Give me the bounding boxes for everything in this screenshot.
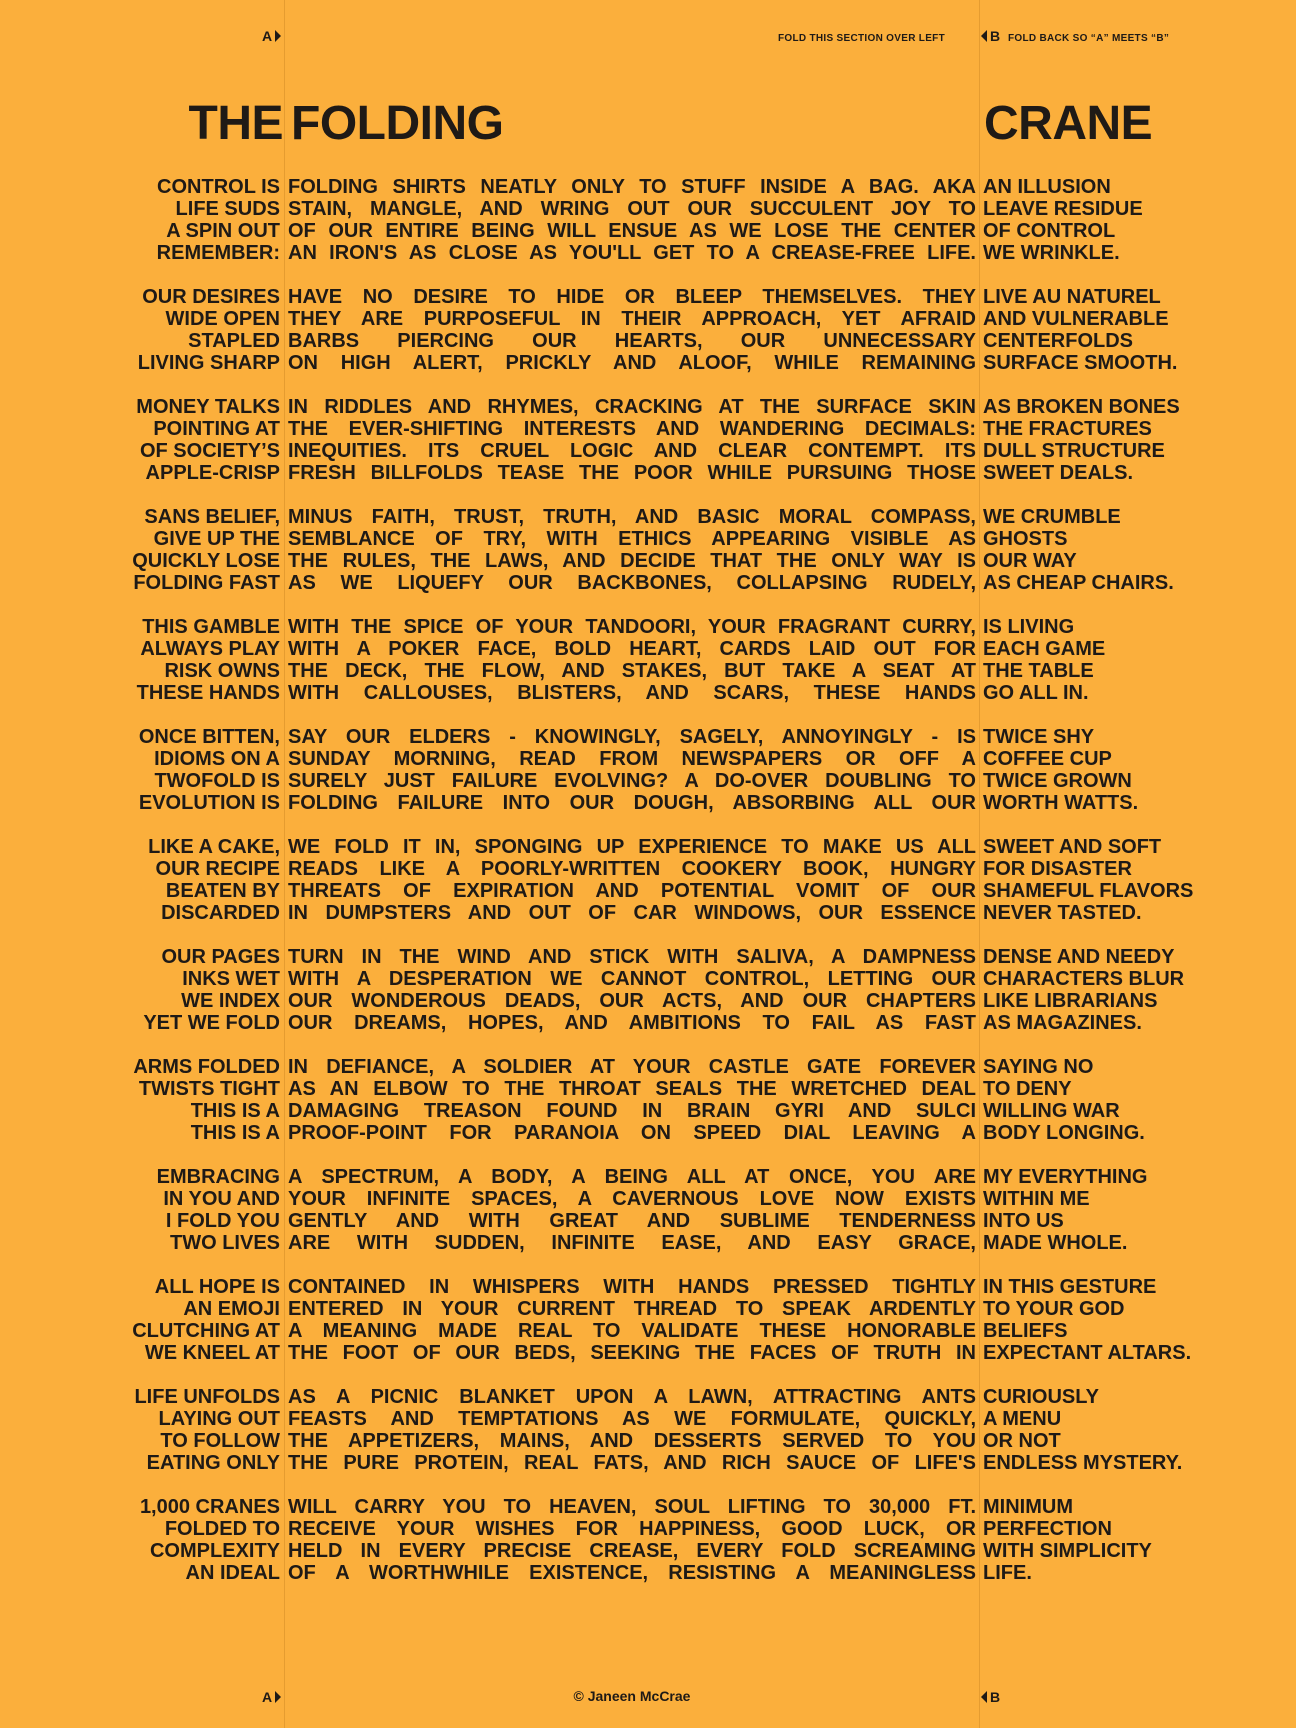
right-line: TWICE SHY [983, 726, 1095, 748]
left-stanza [100, 1276, 280, 1364]
left-line: AN IDEAL [185, 1562, 280, 1584]
middle-line: RECEIVE YOUR WISHES FOR HAPPINESS, GOOD LUCK, OR [288, 1518, 976, 1540]
fold-back-instruction: FOLD BACK SO “A” MEETS “B” [1008, 33, 1170, 44]
middle-stanza [288, 1166, 976, 1254]
middle-line: BARBS PIERCING OUR HEARTS, OUR UNNECESSARY [288, 330, 976, 352]
right-stanza [983, 506, 1283, 594]
left-line: CONTROL IS [157, 176, 280, 198]
left-line: DISCARDED [161, 902, 280, 924]
left-line: FOLDED TO [164, 1518, 280, 1540]
right-line: WE CRUMBLE [983, 506, 1121, 528]
left-stanza [100, 1166, 280, 1254]
middle-line: AS WE LIQUEFY OUR BACKBONES, COLLAPSING RUDELY, [288, 572, 976, 594]
middle-line: CONTAINED IN WHISPERS WITH HANDS PRESSED TIGHTLY [288, 1276, 976, 1298]
left-line: WIDE OPEN [165, 308, 280, 330]
middle-line: IN DEFIANCE, A SOLDIER AT YOUR CASTLE GATE FOREVER [288, 1056, 976, 1078]
middle-line: SUNDAY MORNING, READ FROM NEWSPAPERS OR OFF A [288, 748, 976, 770]
right-line: FOR DISASTER [983, 858, 1132, 880]
left-line: LIKE A CAKE, [148, 836, 280, 858]
middle-line: SEMBLANCE OF TRY, WITH ETHICS APPEARING VISIBLE AS [288, 528, 976, 550]
left-line: MONEY TALKS [136, 396, 280, 418]
right-stanza [983, 176, 1283, 264]
arrow-left-icon [981, 30, 987, 42]
right-line: EACH GAME [983, 638, 1106, 660]
middle-line: OUR DREAMS, HOPES, AND AMBITIONS TO FAIL AS FAST [288, 1012, 976, 1034]
left-line: GIVE UP THE [153, 528, 280, 550]
left-line: TWISTS TIGHT [138, 1078, 280, 1100]
left-stanza [100, 946, 280, 1034]
left-stanza [100, 506, 280, 594]
middle-stanza [288, 396, 976, 484]
right-line: BODY LONGING. [983, 1122, 1145, 1144]
poem-left-column [100, 176, 280, 1606]
right-line: CURIOUSLY [983, 1386, 1099, 1408]
middle-line: AS AN ELBOW TO THE THROAT SEALS THE WRETCHED DEAL [288, 1078, 976, 1100]
right-line: AS CHEAP CHAIRS. [983, 572, 1174, 594]
right-line: NEVER TASTED. [983, 902, 1142, 924]
middle-line: PROOF-POINT FOR PARANOIA ON SPEED DIAL LEAVING A [288, 1122, 976, 1144]
right-line: AN ILLUSION [983, 176, 1111, 198]
left-stanza [100, 176, 280, 264]
right-stanza [983, 1386, 1283, 1474]
middle-line: ENTERED IN YOUR CURRENT THREAD TO SPEAK ARDENTLY [288, 1298, 976, 1320]
right-line: SURFACE SMOOTH. [983, 352, 1178, 374]
left-line: ALWAYS PLAY [140, 638, 280, 660]
right-line: A MENU [983, 1408, 1062, 1430]
middle-line: INEQUITIES. ITS CRUEL LOGIC AND CLEAR CONTEMPT. ITS [288, 440, 976, 462]
middle-line: AN IRON'S AS CLOSE AS YOU'LL GET TO A CREASE-FREE LIFE. [288, 242, 976, 264]
left-line: OUR DESIRES [142, 286, 280, 308]
marker-a-top [262, 28, 281, 44]
middle-line: A SPECTRUM, A BODY, A BEING ALL AT ONCE, YOU ARE [288, 1166, 976, 1188]
right-line: WORTH WATTS. [983, 792, 1139, 814]
fold-line-a [284, 0, 285, 1728]
left-line: OF SOCIETY’S [139, 440, 280, 462]
right-line: PERFECTION [983, 1518, 1112, 1540]
middle-stanza [288, 616, 976, 704]
middle-line: READS LIKE A POORLY-WRITTEN COOKERY BOOK, HUNGRY [288, 858, 976, 880]
right-line: SAYING NO [983, 1056, 1094, 1078]
middle-line: A MEANING MADE REAL TO VALIDATE THESE HONORABLE [288, 1320, 976, 1342]
right-stanza [983, 1496, 1283, 1584]
fold-line-b [979, 0, 980, 1728]
right-stanza [983, 1276, 1283, 1364]
middle-line: SURELY JUST FAILURE EVOLVING? A DO-OVER DOUBLING TO [288, 770, 976, 792]
left-stanza [100, 1496, 280, 1584]
left-stanza [100, 1386, 280, 1474]
right-line: DULL STRUCTURE [983, 440, 1165, 462]
middle-stanza [288, 176, 976, 264]
right-line: SWEET AND SOFT [983, 836, 1162, 858]
right-line: SHAMEFUL FLAVORS [983, 880, 1194, 902]
right-line: DENSE AND NEEDY [983, 946, 1175, 968]
left-line: ALL HOPE IS [154, 1276, 280, 1298]
middle-line: WILL CARRY YOU TO HEAVEN, SOUL LIFTING TO 30,000 FT. [288, 1496, 976, 1518]
title-middle: FOLDING [291, 97, 504, 150]
right-line: LIFE. [983, 1562, 1032, 1584]
right-line: OR NOT [983, 1430, 1061, 1452]
middle-line: OF OUR ENTIRE BEING WILL ENSUE AS WE LOSE THE CENTER [288, 220, 976, 242]
right-stanza [983, 286, 1283, 374]
right-line: COFFEE CUP [983, 748, 1112, 770]
middle-line: WE FOLD IT IN, SPONGING UP EXPERIENCE TO MAKE US ALL [288, 836, 976, 858]
middle-line: FEASTS AND TEMPTATIONS AS WE FORMULATE, QUICKLY, [288, 1408, 976, 1430]
middle-line: FOLDING FAILURE INTO OUR DOUGH, ABSORBING ALL OUR [288, 792, 976, 814]
right-stanza [983, 836, 1283, 924]
right-line: TWICE GROWN [983, 770, 1132, 792]
right-line: WITHIN ME [983, 1188, 1090, 1210]
right-line: AND VULNERABLE [983, 308, 1169, 330]
right-stanza [983, 726, 1283, 814]
right-line: GO ALL IN. [983, 682, 1089, 704]
left-stanza [100, 286, 280, 374]
middle-stanza [288, 946, 976, 1034]
left-line: IN YOU AND [163, 1188, 280, 1210]
middle-stanza [288, 1276, 976, 1364]
right-line: THE FRACTURES [983, 418, 1152, 440]
right-line: WILLING WAR [983, 1100, 1120, 1122]
right-line: AS MAGAZINES. [983, 1012, 1142, 1034]
left-stanza [100, 396, 280, 484]
middle-stanza [288, 1496, 976, 1584]
poem-right-column [983, 176, 1283, 1606]
left-line: THESE HANDS [136, 682, 280, 704]
right-line: IN THIS GESTURE [983, 1276, 1157, 1298]
copyright: © Janeen McCrae [573, 1688, 691, 1704]
middle-line: WITH CALLOUSES, BLISTERS, AND SCARS, THESE HANDS [288, 682, 976, 704]
middle-line: GENTLY AND WITH GREAT AND SUBLIME TENDERNESS [288, 1210, 976, 1232]
right-line: EXPECTANT ALTARS. [983, 1342, 1192, 1364]
left-line: FOLDING FAST [133, 572, 280, 594]
left-line: I FOLD YOU [165, 1210, 280, 1232]
right-stanza [983, 1166, 1283, 1254]
middle-line: HELD IN EVERY PRECISE CREASE, EVERY FOLD SCREAMING [288, 1540, 976, 1562]
middle-line: SAY OUR ELDERS - KNOWINGLY, SAGELY, ANNOYINGLY - IS [288, 726, 976, 748]
middle-stanza [288, 286, 976, 374]
left-line: ONCE BITTEN, [138, 726, 280, 748]
fold-over-instruction: FOLD THIS SECTION OVER LEFT [778, 33, 945, 44]
middle-stanza [288, 726, 976, 814]
middle-line: AS A PICNIC BLANKET UPON A LAWN, ATTRACTING ANTS [288, 1386, 976, 1408]
middle-line: MINUS FAITH, TRUST, TRUTH, AND BASIC MORAL COMPASS, [288, 506, 976, 528]
right-line: WITH SIMPLICITY [983, 1540, 1152, 1562]
marker-b-bottom [981, 1689, 1000, 1705]
middle-stanza [288, 506, 976, 594]
title-left: THE [188, 97, 283, 150]
middle-line: THEY ARE PURPOSEFUL IN THEIR APPROACH, YET AFRAID [288, 308, 976, 330]
middle-line: ARE WITH SUDDEN, INFINITE EASE, AND EASY GRACE, [288, 1232, 976, 1254]
middle-line: YOUR INFINITE SPACES, A CAVERNOUS LOVE NOW EXISTS [288, 1188, 976, 1210]
marker-b-label: B [990, 28, 1001, 44]
left-line: STAPLED [188, 330, 280, 352]
left-line: THIS IS A [190, 1100, 280, 1122]
middle-line: DAMAGING TREASON FOUND IN BRAIN GYRI AND SULCI [288, 1100, 976, 1122]
left-line: TO FOLLOW [160, 1430, 280, 1452]
title-right: CRANE [984, 97, 1153, 150]
left-line: THIS IS A [190, 1122, 280, 1144]
middle-line: THE FOOT OF OUR BEDS, SEEKING THE FACES OF TRUTH IN [288, 1342, 976, 1364]
middle-line: THE DECK, THE FLOW, AND STAKES, BUT TAKE A SEAT AT [288, 660, 976, 682]
middle-line: OUR WONDEROUS DEADS, OUR ACTS, AND OUR CHAPTERS [288, 990, 976, 1012]
right-line: OUR WAY [983, 550, 1077, 572]
left-line: YET WE FOLD [143, 1012, 280, 1034]
right-line: MADE WHOLE. [983, 1232, 1128, 1254]
middle-line: WITH THE SPICE OF YOUR TANDOORI, YOUR FRAGRANT CURRY, [288, 616, 976, 638]
left-line: POINTING AT [153, 418, 280, 440]
right-line: MY EVERYTHING [983, 1166, 1148, 1188]
right-line: TO DENY [983, 1078, 1072, 1100]
right-line: LIKE LIBRARIANS [983, 990, 1158, 1012]
marker-a-label: A [262, 28, 273, 44]
middle-line: IN RIDDLES AND RHYMES, CRACKING AT THE SURFACE SKIN [288, 396, 976, 418]
right-line: GHOSTS [983, 528, 1068, 550]
right-line: ENDLESS MYSTERY. [983, 1452, 1183, 1474]
right-stanza [983, 616, 1283, 704]
right-stanza [983, 1056, 1283, 1144]
middle-line: FRESH BILLFOLDS TEASE THE POOR WHILE PURSUING THOSE [288, 462, 976, 484]
marker-b-top [981, 28, 1000, 44]
marker-b-label: B [990, 1689, 1001, 1705]
left-line: SANS BELIEF, [144, 506, 280, 528]
left-line: 1,000 CRANES [139, 1496, 280, 1518]
left-line: INKS WET [182, 968, 280, 990]
left-line: RISK OWNS [164, 660, 280, 682]
left-stanza [100, 616, 280, 704]
left-stanza [100, 836, 280, 924]
middle-line: THE APPETIZERS, MAINS, AND DESSERTS SERVED TO YOU [288, 1430, 976, 1452]
right-line: WE WRINKLE. [983, 242, 1120, 264]
middle-line: STAIN, MANGLE, AND WRING OUT OUR SUCCULENT JOY TO [288, 198, 976, 220]
left-line: EATING ONLY [146, 1452, 280, 1474]
arrow-right-icon [275, 30, 281, 42]
left-line: TWO LIVES [170, 1232, 280, 1254]
left-line: BEATEN BY [165, 880, 280, 902]
left-line: TWOFOLD IS [154, 770, 280, 792]
middle-line: WITH A POKER FACE, BOLD HEART, CARDS LAID OUT FOR [288, 638, 976, 660]
left-line: OUR PAGES [161, 946, 280, 968]
marker-a-label: A [262, 1689, 273, 1705]
left-line: WE INDEX [181, 990, 280, 1012]
left-line: ARMS FOLDED [133, 1056, 280, 1078]
middle-stanza [288, 836, 976, 924]
middle-stanza [288, 1056, 976, 1144]
right-line: THE TABLE [983, 660, 1094, 682]
middle-line: WITH A DESPERATION WE CANNOT CONTROL, LETTING OUR [288, 968, 976, 990]
middle-line: ON HIGH ALERT, PRICKLY AND ALOOF, WHILE REMAINING [288, 352, 976, 374]
left-line: IDIOMS ON A [154, 748, 280, 770]
right-line: TO YOUR GOD [983, 1298, 1125, 1320]
middle-line: THE PURE PROTEIN, REAL FATS, AND RICH SAUCE OF LIFE'S [288, 1452, 976, 1474]
right-line: LEAVE RESIDUE [983, 198, 1143, 220]
left-line: LIFE SUDS [175, 198, 280, 220]
right-line: CHARACTERS BLUR [983, 968, 1185, 990]
left-stanza [100, 1056, 280, 1144]
left-line: AN EMOJI [183, 1298, 280, 1320]
left-line: LAYING OUT [158, 1408, 280, 1430]
left-line: A SPIN OUT [166, 220, 280, 242]
left-line: QUICKLY LOSE [132, 550, 280, 572]
poem-middle-column [288, 176, 976, 1606]
right-line: OF CONTROL [983, 220, 1116, 242]
right-stanza [983, 396, 1283, 484]
right-line: MINIMUM [983, 1496, 1073, 1518]
right-line: BELIEFS [983, 1320, 1068, 1342]
left-line: WE KNEEL AT [144, 1342, 280, 1364]
right-line: INTO US [983, 1210, 1064, 1232]
middle-line: THREATS OF EXPIRATION AND POTENTIAL VOMIT OF OUR [288, 880, 976, 902]
left-line: EMBRACING [156, 1166, 280, 1188]
middle-line: IN DUMPSTERS AND OUT OF CAR WINDOWS, OUR ESSENCE [288, 902, 976, 924]
left-line: REMEMBER: [156, 242, 280, 264]
middle-line: FOLDING SHIRTS NEATLY ONLY TO STUFF INSIDE A BAG. AKA [288, 176, 976, 198]
middle-line: OF A WORTHWHILE EXISTENCE, RESISTING A MEANINGLESS [288, 1562, 976, 1584]
middle-line: THE EVER-SHIFTING INTERESTS AND WANDERING DECIMALS: [288, 418, 976, 440]
middle-line: HAVE NO DESIRE TO HIDE OR BLEEP THEMSELVES. THEY [288, 286, 976, 308]
middle-line: TURN IN THE WIND AND STICK WITH SALIVA, A DAMPNESS [288, 946, 976, 968]
left-stanza [100, 726, 280, 814]
right-line: SWEET DEALS. [983, 462, 1134, 484]
middle-line: THE RULES, THE LAWS, AND DECIDE THAT THE ONLY WAY IS [288, 550, 976, 572]
left-line: APPLE-CRISP [145, 462, 280, 484]
right-line: LIVE AU NATUREL [983, 286, 1161, 308]
left-line: COMPLEXITY [149, 1540, 280, 1562]
left-line: THIS GAMBLE [142, 616, 280, 638]
left-line: OUR RECIPE [155, 858, 280, 880]
left-line: LIVING SHARP [137, 352, 280, 374]
middle-stanza [288, 1386, 976, 1474]
right-line: AS BROKEN BONES [983, 396, 1180, 418]
right-line: CENTERFOLDS [983, 330, 1133, 352]
left-line: EVOLUTION IS [138, 792, 280, 814]
left-line: LIFE UNFOLDS [134, 1386, 280, 1408]
left-line: CLUTCHING AT [132, 1320, 280, 1342]
right-line: IS LIVING [983, 616, 1075, 638]
right-stanza [983, 946, 1283, 1034]
arrow-left-icon [981, 1691, 987, 1703]
